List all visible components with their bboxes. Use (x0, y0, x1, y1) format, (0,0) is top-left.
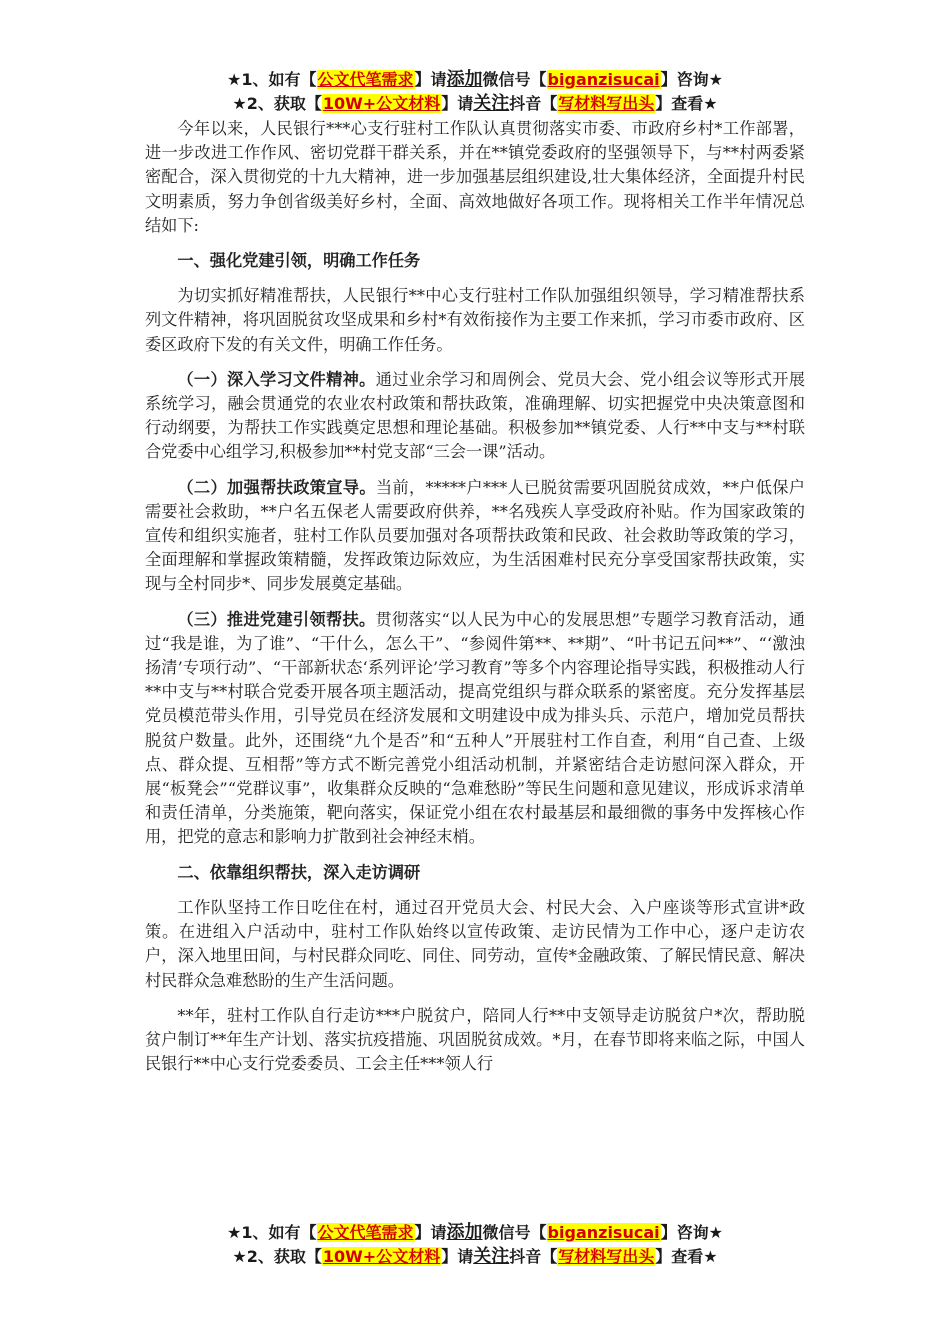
promo-highlight: 10W+公文材料 (322, 94, 441, 113)
body-paragraph: 为切实抓好精准帮扶，人民银行**中心支行驻村工作队加强组织领导，学习精准帮扶系列文件精神，将巩固脱贫攻坚成果和乡村*有效衔接作为主要工作来抓，学习市委市政府、区委区政府下发的有关文件，明确工作任务。 (145, 286, 805, 354)
promo-banner-bottom (0, 1221, 950, 1269)
subsection-paragraph-2 (145, 476, 805, 597)
subsection-body: 通过业余学习和周例会、党员大会、党小组会议等形式开展系统学习，融会贯通党的农业农村政策和帮扶政策，准确理解、切实把握党中央决策意图和行动纲要，为帮扶工作实践奠定思想和理论基础。积极参加**镇党委、人行**中支与**村联合党委中心组学习,积极参加**村党支部“三会一课”活动。 (145, 369, 806, 462)
promo-underline: 添加 (446, 69, 483, 90)
promo-highlight: 公文代笔需求 (317, 1223, 414, 1242)
promo-line-1 (0, 1221, 950, 1245)
promo-highlight-douyin: 写材料写出头 (558, 1247, 655, 1266)
promo-text: 】请 (441, 1247, 474, 1266)
subsection-body: 当前，*****户***人已脱贫需要巩固脱贫成效，**户低保户需要社会救助，**户名五保老人需要政府供养，**名残疾人享受政府补贴。作为国家政策的宣传和组织实施者，驻村工作队员要加强对各项帮扶政策和民政、社会救助等政策的学习，全面理解和掌握政策精髓，发挥政策边际效应，为生活困难村民充分享受国家帮扶政策，实现与全村同步*、同步发展奠定基础。 (145, 477, 805, 594)
promo-text: 】请 (414, 70, 447, 89)
promo-text: ★1、如有【 (227, 70, 317, 89)
promo-underline: 关注 (473, 1246, 510, 1267)
intro-paragraph: 今年以来，人民银行***心支行驻村工作队认真贯彻落实市委、市政府乡村*工作部署，进一步改进工作作风、密切党群干群关系，并在**镇党委政府的坚强领导下，与**村两委紧密配合，深入贯彻党的十九大精神，进一步加强基层组织建设,壮大集体经济，全面提升村民文明素质，努力争创省级美好乡村，全面、高效地做好各项工作。现将相关工作半年情况总结如下: (145, 119, 805, 235)
promo-text: 】咨询★ (660, 1223, 723, 1242)
section-heading-1: 一、强化党建引领，明确工作任务 (177, 251, 421, 271)
promo-underline: 添加 (446, 1222, 483, 1243)
promo-text: ★2、获取【 (232, 94, 322, 113)
promo-highlight-wechat: biganzisucai (547, 1223, 660, 1242)
promo-text: 抖音【 (509, 94, 558, 113)
promo-text: 】查看★ (655, 1247, 718, 1266)
document-body (145, 117, 805, 1087)
promo-text: 】查看★ (655, 94, 718, 113)
promo-highlight-wechat: biganzisucai (547, 70, 660, 89)
promo-text: 】咨询★ (660, 70, 723, 89)
subsection-paragraph-1 (145, 368, 805, 465)
subsection-paragraph-3 (145, 608, 805, 850)
body-paragraph: 工作队坚持工作日吃住在村，通过召开党员大会、村民大会、入户座谈等形式宣讲*政策。在进组入户活动中，驻村工作队始终以宣传政策、走访民情为工作中心，逐户走访农户，深入地里田间，与村民群众同吃、同住、同劳动，宣传*金融政策、了解民情民意、解决村民群众急难愁盼的生产生活问题。 (145, 897, 805, 990)
subsection-title: （二）加强帮扶政策宣导。 (177, 477, 376, 497)
promo-text: 】请 (441, 94, 474, 113)
promo-line-2 (0, 1245, 950, 1269)
body-paragraph: **年，驻村工作队自行走访***户脱贫户，陪同人行**中支领导走访脱贫户*次，帮助脱贫户制订**年生产计划、落实抗疫措施、巩固脱贫成效。*月，在春节即将来临之际，中国人民银行**中心支行党委委员、工会主任***领人行 (145, 1005, 805, 1074)
section-heading-2: 二、依靠组织帮扶，深入走访调研 (177, 862, 421, 882)
promo-underline: 关注 (473, 93, 510, 114)
subsection-body: 贯彻落实“以人民为中心的发展思想”专题学习教育活动，通过“我是谁，为了谁”、“干什么，怎么干”、“参阅件第**、**期”、“叶书记五问**”、“‘激浊扬清’专项行动”、“干部新状态‘系列评论’学习教育”等多个内容理论指导实践，积极推动人行**中支与**村联合党委开展各项主题活动，提高党组织与群众联系的紧密度。充分发挥基层党员模范带头作用，引导党员在经济发展和文明建设中成为排头兵、示范户，增加党员帮扶脱贫户数量。此外，还围绕“九个是否”和“五种人”开展驻村工作自查，利用“自己查、上级点、群众提、互相帮”等方式不断完善党小组活动机制，并紧密结合走访慰问深入群众，开展“板凳会”“党群议事”，收集群众反映的“急难愁盼”等民生问题和意见建议，形成诉求清单和责任清单，分类施策，靶向落实，保证党小组在农村最基层和最细微的事务中发挥核心作用，把党的意志和影响力扩散到社会神经末梢。 (145, 609, 805, 847)
promo-text: ★1、如有【 (227, 1223, 317, 1242)
promo-line-2 (0, 92, 950, 116)
promo-line-1 (0, 68, 950, 92)
promo-text: 微信号【 (482, 1223, 547, 1242)
promo-highlight-douyin: 写材料写出头 (558, 94, 655, 113)
subsection-title: （三）推进党建引领帮扶。 (177, 609, 376, 629)
promo-highlight: 公文代笔需求 (317, 70, 414, 89)
promo-text: 抖音【 (509, 1247, 558, 1266)
subsection-title: （一）深入学习文件精神。 (177, 369, 376, 389)
promo-banner-top (0, 68, 950, 116)
promo-text: 微信号【 (482, 70, 547, 89)
promo-text: 】请 (414, 1223, 447, 1242)
promo-text: ★2、获取【 (232, 1247, 322, 1266)
promo-highlight: 10W+公文材料 (322, 1247, 441, 1266)
